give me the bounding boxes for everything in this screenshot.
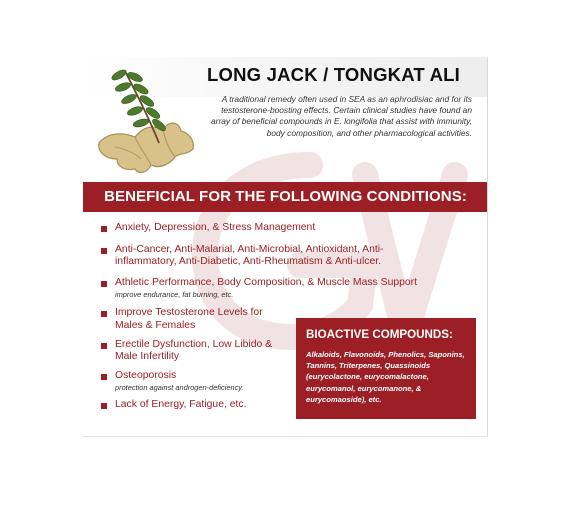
card-border <box>487 57 488 437</box>
page-title: LONG JACK / TONGKAT ALI <box>207 64 460 85</box>
square-bullet-icon <box>101 403 107 409</box>
product-description: A traditional remedy often used in SEA as an aphrodisiac and for its testosterone-boosting effects. Certain clinical studies have found an array of beneficial compounds in E. longifolia that assist with immunity, body composition, and other pharmacological activities. <box>211 94 472 138</box>
bioactive-text: Alkaloids, Flavonoids, Phenolics, Saponins, Tannins, Triterpenes, Quassinoids (eurycolactone, eurycomalactone, eurycomanol, eurycomanone, & eurycomaoside), etc. <box>306 350 465 404</box>
condition-label: Osteoporosis <box>115 369 177 381</box>
square-bullet-icon <box>101 248 107 254</box>
conditions-banner-text: BENEFICIAL FOR THE FOLLOWING CONDITIONS: <box>104 188 467 205</box>
square-bullet-icon <box>101 374 107 380</box>
bioactive-compounds-box <box>296 318 476 419</box>
condition-item <box>101 277 461 301</box>
condition-note: improve endurance, fat burning, etc. <box>115 290 234 300</box>
card-border <box>83 436 488 437</box>
condition-label: Anxiety, Depression, & Stress Management <box>115 222 316 233</box>
tongkat-ali-root-with-leaves-icon <box>95 67 200 177</box>
condition-note: protection against androgen-deficiency. <box>115 383 244 393</box>
condition-label: Athletic Performance, Body Composition, & Muscle Mass Support <box>115 276 418 288</box>
condition-label: Lack of Energy, Fatigue, etc. <box>115 399 247 411</box>
condition-label: Erectile Dysfunction, Low Libido & Male Infertility <box>115 338 273 363</box>
square-bullet-icon <box>101 226 107 232</box>
bioactive-title: BIOACTIVE COMPOUNDS: <box>306 328 453 341</box>
square-bullet-icon <box>101 343 107 349</box>
condition-item <box>101 222 461 235</box>
square-bullet-icon <box>101 311 107 317</box>
condition-label: Anti-Cancer, Anti-Malarial, Anti-Microbial, Antioxidant, Anti-inflammatory, Anti-Diabetic, Anti-Rheumatism & Anti-ulcer. <box>115 243 384 268</box>
condition-item <box>101 244 461 269</box>
square-bullet-icon <box>101 281 107 287</box>
condition-label: Improve Testosterone Levels for Males & Females <box>115 307 263 331</box>
conditions-banner <box>83 182 488 212</box>
